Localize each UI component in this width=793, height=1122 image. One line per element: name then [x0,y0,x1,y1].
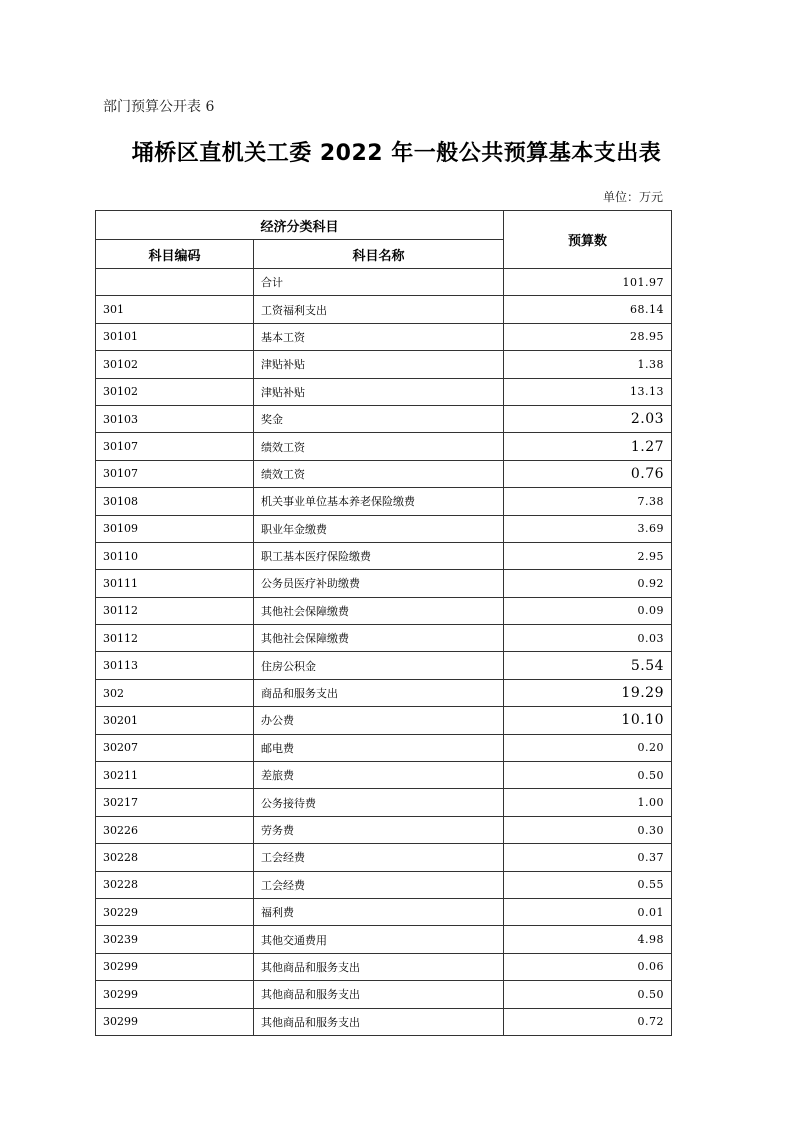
header-subject-code: 科目编码 [96,240,254,269]
subject-code-cell: 30110 [96,542,254,569]
budget-table [95,210,672,1036]
table-row [96,953,672,980]
table-header-row [96,211,672,240]
budget-amount-cell: 0.72 [504,1008,672,1035]
table-row [96,515,672,542]
subject-name-cell: 绩效工资 [254,433,504,460]
table-row [96,1008,672,1035]
table-row [96,844,672,871]
subject-code-cell: 30111 [96,570,254,597]
table-row [96,405,672,432]
budget-amount-cell: 0.03 [504,625,672,652]
subject-name-cell: 其他社会保障缴费 [254,597,504,624]
table-row [96,542,672,569]
subject-name-cell: 奖金 [254,405,504,432]
subject-name-cell: 住房公积金 [254,652,504,679]
budget-amount-cell: 0.20 [504,734,672,761]
budget-amount-cell: 13.13 [504,378,672,405]
subject-name-cell: 职业年金缴费 [254,515,504,542]
subject-name-cell: 公务员医疗补助缴费 [254,570,504,597]
subject-name-cell: 商品和服务支出 [254,679,504,706]
subject-name-cell: 邮电费 [254,734,504,761]
table-row [96,296,672,323]
table-row [96,707,672,734]
budget-amount-cell: 1.38 [504,351,672,378]
table-row [96,981,672,1008]
subject-name-cell: 办公费 [254,707,504,734]
subject-name-cell: 其他交通费用 [254,926,504,953]
table-row [96,460,672,487]
subject-code-cell: 30228 [96,871,254,898]
budget-amount-cell: 0.55 [504,871,672,898]
budget-amount-cell: 0.06 [504,953,672,980]
subject-code-cell: 30101 [96,323,254,350]
table-row [96,898,672,925]
subject-name-cell: 工会经费 [254,871,504,898]
subject-code-cell: 30108 [96,488,254,515]
budget-amount-cell: 0.76 [504,460,672,487]
subject-code-cell: 301 [96,296,254,323]
budget-amount-cell: 28.95 [504,323,672,350]
budget-amount-cell: 1.27 [504,433,672,460]
budget-amount-cell: 0.92 [504,570,672,597]
subject-code-cell: 30299 [96,1008,254,1035]
subject-name-cell: 其他商品和服务支出 [254,953,504,980]
budget-amount-cell: 3.69 [504,515,672,542]
budget-amount-cell: 5.54 [504,652,672,679]
subject-code-cell: 30207 [96,734,254,761]
subject-code-cell: 30113 [96,652,254,679]
subject-name-cell: 津贴补贴 [254,378,504,405]
budget-amount-cell: 0.30 [504,816,672,843]
subject-code-cell: 30226 [96,816,254,843]
table-row [96,323,672,350]
subject-name-cell: 其他社会保障缴费 [254,625,504,652]
subject-code-cell: 30217 [96,789,254,816]
table-row [96,926,672,953]
table-row [96,816,672,843]
budget-amount-cell: 7.38 [504,488,672,515]
subject-name-cell: 福利费 [254,898,504,925]
budget-amount-cell: 0.09 [504,597,672,624]
subject-name-cell: 公务接待费 [254,789,504,816]
table-row [96,625,672,652]
budget-amount-cell: 0.37 [504,844,672,871]
subject-code-cell: 30211 [96,762,254,789]
page-title: 埇桥区直机关工委 2022 年一般公共预算基本支出表 [131,141,662,166]
subject-code-cell: 30107 [96,460,254,487]
budget-amount-cell: 10.10 [504,707,672,734]
subject-name-cell: 其他商品和服务支出 [254,1008,504,1035]
subject-code-cell: 30299 [96,953,254,980]
table-row [96,597,672,624]
table-row [96,652,672,679]
unit-note: 单位：万元 [602,190,663,204]
budget-amount-cell: 2.95 [504,542,672,569]
header-subject-name: 科目名称 [254,240,504,269]
subject-name-cell: 基本工资 [254,323,504,350]
table-row [96,378,672,405]
table-row [96,762,672,789]
subject-name-cell: 工资福利支出 [254,296,504,323]
subject-name-cell: 津贴补贴 [254,351,504,378]
subject-name-cell: 劳务费 [254,816,504,843]
budget-amount-cell: 68.14 [504,296,672,323]
budget-amount-cell: 0.50 [504,981,672,1008]
budget-amount-cell: 0.01 [504,898,672,925]
subject-code-cell: 30201 [96,707,254,734]
budget-amount-cell: 19.29 [504,679,672,706]
subject-code-cell [96,269,254,296]
subject-name-cell: 职工基本医疗保险缴费 [254,542,504,569]
subject-name-cell: 其他商品和服务支出 [254,981,504,1008]
subject-code-cell: 302 [96,679,254,706]
subject-code-cell: 30112 [96,597,254,624]
header-budget-amount: 预算数 [504,211,672,269]
table-row [96,570,672,597]
table-row [96,433,672,460]
subject-name-cell: 绩效工资 [254,460,504,487]
budget-amount-cell: 0.50 [504,762,672,789]
subject-code-cell: 30229 [96,898,254,925]
subject-code-cell: 30109 [96,515,254,542]
subject-code-cell: 30228 [96,844,254,871]
table-row [96,351,672,378]
subject-code-cell: 30107 [96,433,254,460]
table-row [96,789,672,816]
table-row [96,871,672,898]
subject-code-cell: 30103 [96,405,254,432]
subject-name-cell: 机关事业单位基本养老保险缴费 [254,488,504,515]
table-row [96,734,672,761]
subject-name-cell: 合计 [254,269,504,296]
subject-name-cell: 工会经费 [254,844,504,871]
table-row [96,679,672,706]
budget-amount-cell: 2.03 [504,405,672,432]
subject-code-cell: 30112 [96,625,254,652]
budget-amount-cell: 4.98 [504,926,672,953]
budget-amount-cell: 101.97 [504,269,672,296]
subject-code-cell: 30239 [96,926,254,953]
subject-code-cell: 30102 [96,351,254,378]
subject-name-cell: 差旅费 [254,762,504,789]
table-row [96,269,672,296]
header-economic-category: 经济分类科目 [96,211,504,240]
table-row [96,488,672,515]
subject-code-cell: 30299 [96,981,254,1008]
budget-amount-cell: 1.00 [504,789,672,816]
subject-code-cell: 30102 [96,378,254,405]
document-label: 部门预算公开表 6 [103,99,215,115]
